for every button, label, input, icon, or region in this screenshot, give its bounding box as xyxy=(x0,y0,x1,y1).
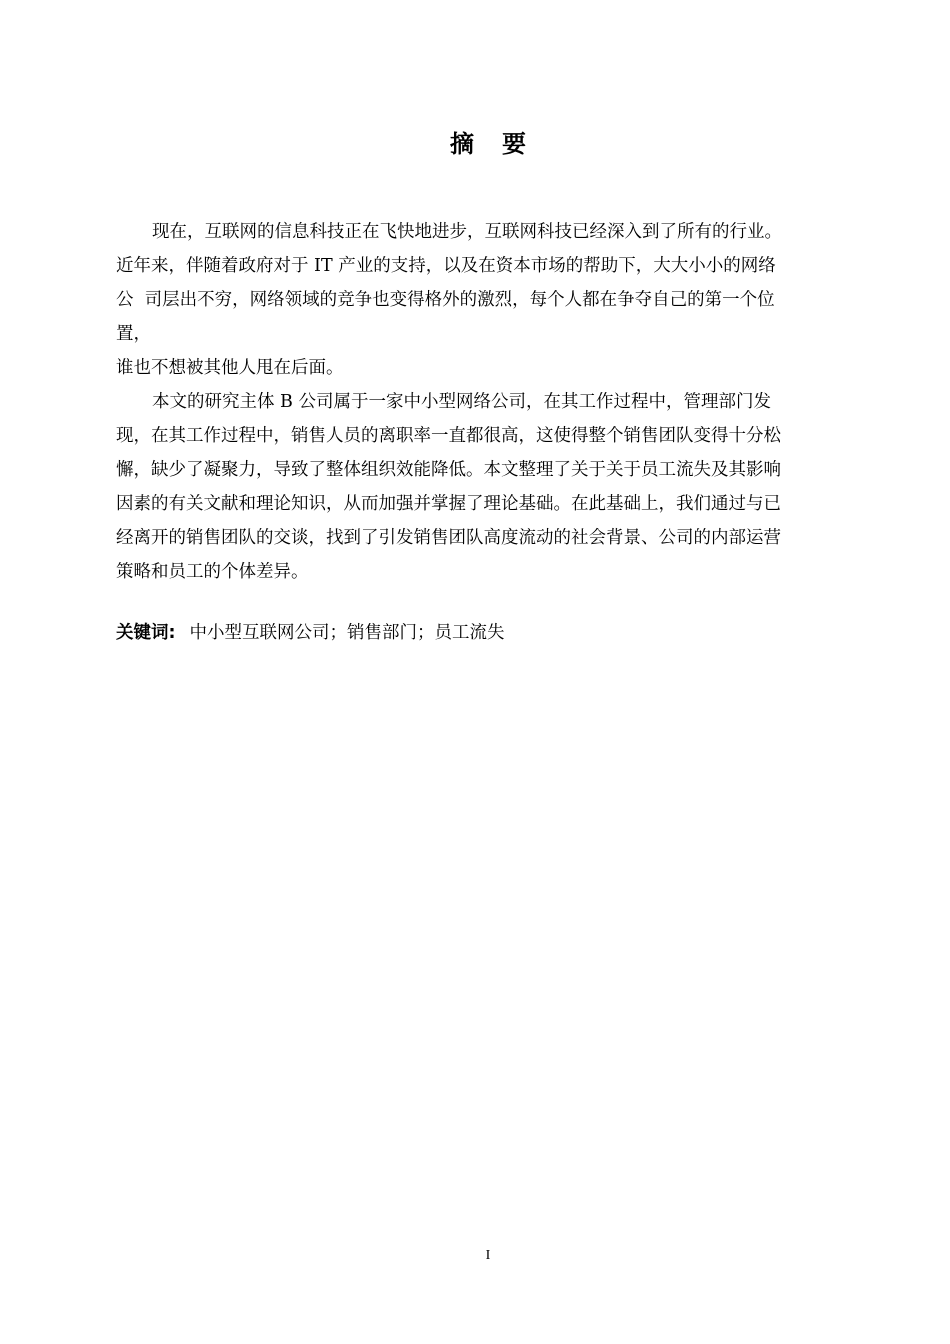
paragraph-2-line-3: 懈，缺少了凝聚力，导致了整体组织效能降低。本文整理了关于关于员工流失及其影响 xyxy=(116,460,781,480)
paragraph-2-line-2: 现，在其工作过程中，销售人员的离职率一直都很高，这使得整个销售团队变得十分松 xyxy=(116,426,781,446)
keywords-label: 关键词: xyxy=(116,623,176,643)
paragraph-2-line-6: 策略和员工的个体差异。 xyxy=(116,562,309,582)
paragraph-1-line-1: 现在，互联网的信息科技正在飞快地进步，互联网科技已经深入到了所有的行业。 xyxy=(152,222,782,242)
title-char-1: 摘 xyxy=(450,130,474,158)
paragraph-1-line-4: 置， xyxy=(116,324,151,344)
paragraph-1 xyxy=(116,215,844,385)
paragraph-1-line-5: 谁也不想被其他人甩在后面。 xyxy=(116,358,344,378)
title-char-2: 要 xyxy=(502,130,526,158)
keywords-section xyxy=(116,618,505,648)
paragraph-2-line-4: 因素的有关文献和理论知识，从而加强并掌握了理论基础。在此基础上，我们通过与已 xyxy=(116,494,781,514)
keywords-value: 中小型互联网公司；销售部门；员工流失 xyxy=(189,623,505,643)
page-title xyxy=(0,124,950,159)
paragraph-1-line-2: 近年来，伴随着政府对于 IT 产业的支持，以及在资本市场的帮助下，大大小小的网络 xyxy=(116,256,776,276)
paragraph-2-line-5: 经离开的销售团队的交谈，找到了引发销售团队高度流动的社会背景、公司的内部运营 xyxy=(116,528,781,548)
page-number: I xyxy=(485,1248,491,1263)
paragraph-2-line-1: 本文的研究主体 B 公司属于一家中小型网络公司，在其工作过程中，管理部门发 xyxy=(152,392,771,412)
paragraph-2 xyxy=(116,385,844,589)
abstract-body xyxy=(116,215,844,589)
paragraph-1-line-3: 公 司层出不穷，网络领域的竞争也变得格外的激烈，每个人都在争夺自己的第一个位 xyxy=(116,290,775,310)
